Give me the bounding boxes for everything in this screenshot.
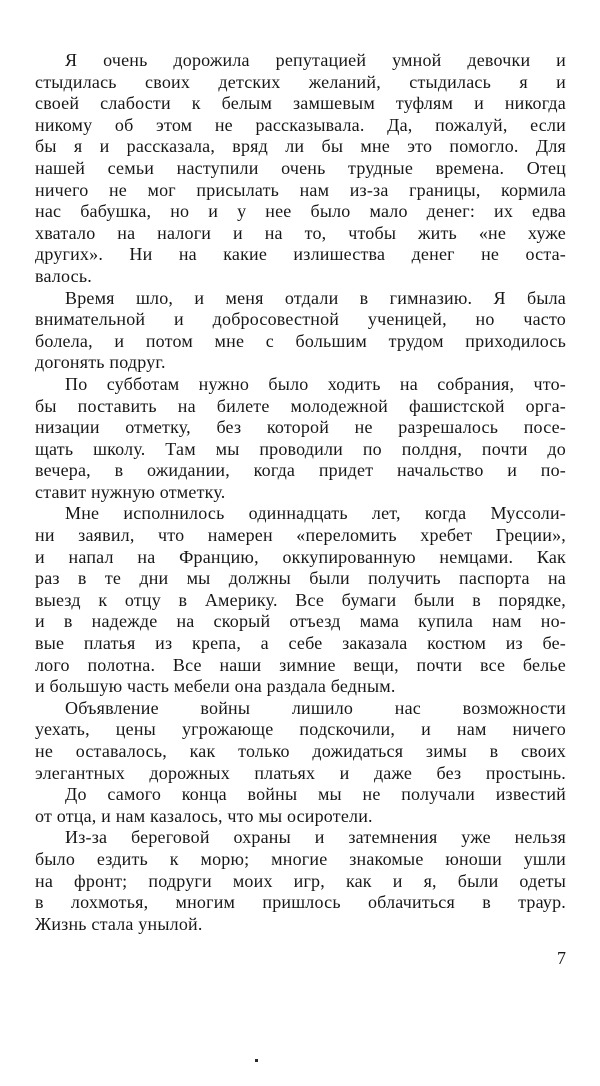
text-line: своей слабости к белым замшевым туфлям и никогда bbox=[35, 93, 566, 114]
paragraph-6 bbox=[35, 784, 566, 827]
text-line: хватало на налоги и на то, чтобы жить «не хуже bbox=[35, 222, 566, 243]
text-line: Мне исполнилось одиннадцать лет, когда Муссоли- bbox=[65, 503, 566, 524]
text-line: не оставалось, как только дожидаться зимы в своих bbox=[35, 741, 566, 761]
text-line: ничего не мог присылать нам из-за границы, кормила bbox=[35, 179, 566, 200]
text-line: внимательной и добросовестной ученицей, но часто bbox=[35, 309, 566, 330]
text-line: До самого конца войны мы не получали известий bbox=[65, 784, 566, 805]
paragraph-1 bbox=[35, 50, 566, 288]
scan-speck-artifact bbox=[255, 1059, 258, 1062]
body-text bbox=[35, 50, 566, 935]
text-line: Объявление войны лишило нас возможности bbox=[65, 697, 566, 718]
paragraph-4 bbox=[35, 503, 566, 697]
text-line: нас бабушка, но и у нее было мало денег: их едва bbox=[35, 201, 566, 222]
text-line: стыдилась своих детских желаний, стыдилась я и bbox=[35, 71, 566, 92]
text-line: раз в те дни мы должны были получить паспорта на bbox=[35, 568, 566, 589]
text-line: болела, и потом мне с большим трудом приходилось bbox=[35, 330, 566, 351]
text-line: и в надежде на скорый отъезд мама купила нам но- bbox=[35, 611, 566, 632]
text-line: нашей семьи наступили очень трудные времена. Отец bbox=[35, 157, 566, 178]
paragraph-3 bbox=[35, 374, 566, 504]
text-line: Я очень дорожила репутацией умной девочки и bbox=[65, 50, 566, 70]
text-line: и большую часть мебели она раздала бедным. bbox=[35, 676, 396, 697]
text-line: Из-за береговой охраны и затемнения уже нельзя bbox=[65, 827, 566, 848]
text-line: бы я и рассказала, вряд ли бы мне это помогло. Для bbox=[35, 136, 566, 157]
text-line: Время шло, и меня отдали в гимназию. Я была bbox=[65, 287, 566, 308]
text-line: вечера, в ожидании, когда придет начальство и по- bbox=[35, 460, 566, 481]
text-line: было ездить к морю; многие знакомые юноши ушли bbox=[35, 848, 566, 869]
text-line: на фронт; подруги моих игр, как и я, были одеты bbox=[35, 870, 566, 891]
paragraph-7 bbox=[35, 827, 566, 935]
text-line: от отца, и нам казалось, что мы осиротели. bbox=[35, 805, 373, 826]
text-line: и напал на Францию, оккупированную немцами. Как bbox=[35, 546, 566, 567]
text-line: лого полотна. Все наши зимние вещи, почти все белье bbox=[35, 654, 566, 675]
text-line: вые платья из крепа, а себе заказала костюм из бе- bbox=[35, 633, 566, 654]
text-line: По субботам нужно было ходить на собрания, что- bbox=[65, 373, 566, 394]
text-line: бы поставить на билете молодежной фашистской орга- bbox=[35, 395, 566, 416]
text-line: Жизнь стала унылой. bbox=[35, 913, 203, 934]
text-line: низации отметку, без которой не разрешалось посе- bbox=[35, 417, 566, 438]
text-line: догонять подруг. bbox=[35, 352, 166, 373]
text-line: ставит нужную отметку. bbox=[35, 481, 226, 502]
paragraph-5 bbox=[35, 698, 566, 784]
text-line: ни заявил, что намерен «переломить хребет Греции», bbox=[35, 525, 566, 546]
text-line: элегантных дорожных платьях и даже без простынь. bbox=[35, 762, 566, 783]
text-line: выезд к отцу в Америку. Все бумаги были в порядке, bbox=[35, 589, 566, 610]
text-line: щать школу. Там мы проводили по полдня, почти до bbox=[35, 438, 566, 459]
text-line: других». Ни на какие излишества денег не оста- bbox=[35, 244, 566, 265]
paragraph-2 bbox=[35, 288, 566, 374]
text-line: валось. bbox=[35, 265, 92, 286]
text-line: никому об этом не рассказывала. Да, пожалуй, если bbox=[35, 114, 566, 135]
page-number: 7 bbox=[557, 948, 566, 968]
text-line: уехать, цены угрожающе подскочили, и нам ничего bbox=[35, 719, 566, 740]
text-line: в лохмотья, многим пришлось облачиться в траур. bbox=[35, 892, 566, 913]
